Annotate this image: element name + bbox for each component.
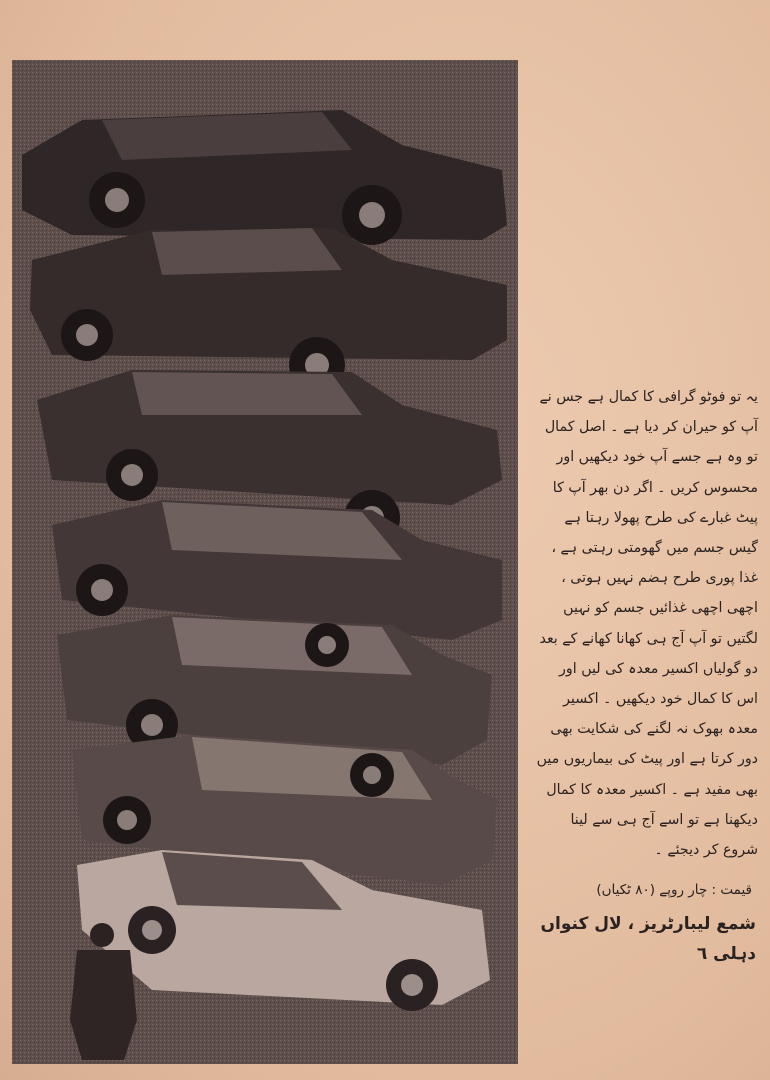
- cars-illustration: [12, 60, 518, 1064]
- ad-copy: [536, 382, 758, 969]
- publisher-name: شمع لیبارٹریز ، لال کنواں دہلی ٦: [540, 914, 756, 965]
- stacked-cars-photo: [12, 60, 518, 1064]
- price-line: قیمت : چار روپے (۸۰ ٹکیاں): [596, 882, 752, 899]
- ad-body-text: یہ تو فوٹو گرافی کا کمال ہے جس نے آپ کو حیران کر دیا ہے ۔ اصل کمال تو وہ ہے جسے آپ خود دیکھیں اور محسوس کریں ۔ اگر دن بھر آپ کا پیٹ غبارے کی طرح پھولا رہتا ہے گیس جسم میں گھومتی رہتی ہے ، غذا پوری طرح ہضم نہیں ہوتی ، اچھی اچھی غذائیں جسم کو نہیں لگتیں تو آپ آج ہی کھانا کھانے کے بعد دو گولیاں اکسیر معدہ کی لیں اور اس کا کمال خود دیکھیں ۔ اکسیر معدہ بھوک نہ لگنے کی شکایت بھی دور کرتا ہے اور پیٹ کی بیماریوں میں بھی مفید ہے ۔ اکسیر معدہ کا کمال دیکھنا ہے تو اسے آج ہی سے لینا شروع کر دیجئے ۔: [536, 389, 758, 859]
